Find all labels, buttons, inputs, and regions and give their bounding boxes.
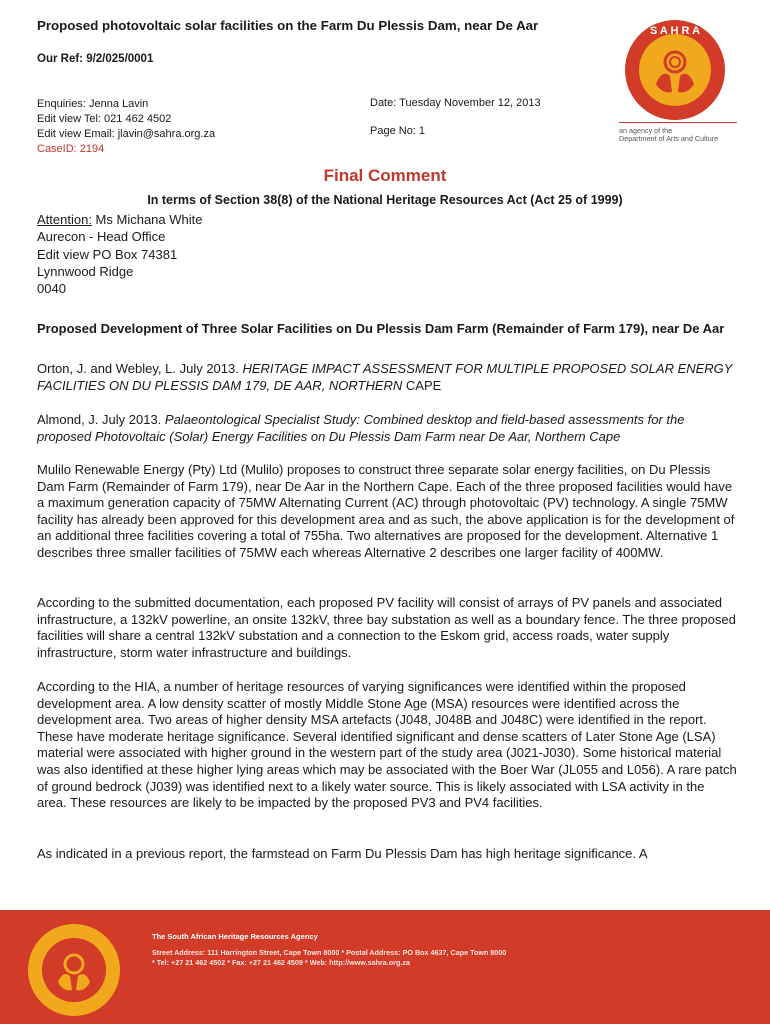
logo-ring-text: S A H R A (649, 25, 701, 37)
paragraph-project-description: Mulilo Renewable Energy (Pty) Ltd (Mulilo) proposes to construct three separate solar energy facilities, on Du Plessis Dam Farm (Remainder of Farm 179), near De Aar in the Northern Cape. Each of the three proposed facilities would have a maximum generation capacity of 75MW Alternating Current (AC) through photovoltaic (PV) technology. A single 75MW facility has already been approved for this development area and as such, the above application is for the development of an additional three facilities covering a total of 755ha. Two alternatives are proposed for the development. Alternative 1 describes three smaller facilities of 75MW each whereas Alternative 2 describes one larger facility of 400MW. (37, 462, 735, 560)
enquiries-block (37, 97, 215, 157)
paragraph-heritage-resources: According to the HIA, a number of heritage resources of varying significances were identified within the proposed development area. A low density scatter of mostly Middle Stone Age (MSA) resources were identified across the development area. Two areas of higher density MSA artefacts (J048, J048B and J048C) were identified in the report. These have moderate heritage significance. Several identified significant and dense scatters of Later Stone Age (LSA) material were associated with higher ground in the western part of the study area (J021-J030). Some historical material was also identified at these higher lying areas which may be associated with the Boer War (JL055 and L056). A rare patch of ground bedrock (J039) was identified next to a likely water source. This is likely associated with LSA activity in the area. These resources are likely to be impacted by the proposed PV3 and PV4 facilities. (37, 679, 737, 811)
recipient-address (37, 211, 202, 297)
document-title: Proposed photovoltaic solar facilities on the Farm Du Plessis Dam, near De Aar (37, 18, 539, 33)
recipient-code: 0040 (37, 281, 66, 297)
recipient-company: Aurecon - Head Office (37, 229, 166, 245)
reference-2 (37, 412, 737, 445)
footer-address: Street Address: 111 Harrington Street, Cape Town 8000 * Postal Address: PO Box 4637, Cape Town 8000 (152, 948, 507, 957)
footer-contact: * Tel: +27 21 462 4502 * Fax: +27 21 462 4509 * Web: http://www.sahra.org.za (152, 958, 410, 967)
document-date: Date: Tuesday November 12, 2013 (370, 97, 541, 109)
logo-divider (619, 122, 737, 123)
reference-1 (37, 361, 737, 394)
case-id: CaseID: 2194 (37, 143, 105, 155)
reference-1-title: HERITAGE IMPACT ASSESSMENT FOR MULTIPLE PROPOSED SOLAR ENERGY FACILITIES ON DU PLESSIS DAM 179, DE AAR, NORTHERN (37, 361, 733, 393)
our-reference: Our Ref: 9/2/025/0001 (37, 53, 154, 65)
reference-1-authors: Orton, J. and Webley, L. July 2013. (37, 361, 243, 376)
attention-label: Attention: (37, 212, 92, 227)
reference-2-authors: Almond, J. July 2013. (37, 412, 165, 427)
footer-agency-name: The South African Heritage Resources Agency (152, 932, 318, 941)
enquiries-email: Edit view Email: jlavin@sahra.org.za (37, 128, 216, 140)
attention-name: Ms Michana White (91, 212, 203, 227)
footer-sahra-logo (16, 918, 132, 1018)
paragraph-infrastructure: According to the submitted documentation, each proposed PV facility will consist of arrays of PV panels and associated infrastructure, a 132kV powerline, an onsite 132kV, three bay substation as well as a boundary fence. The three proposed facilities will share a central 132kV substation and a connection to the Eskom grid, access roads, water supply infrastructure, storm water infrastructure and buildings. (37, 595, 736, 660)
section-heading: In terms of Section 38(8) of the National Heritage Resources Act (Act 25 of 1999) (147, 193, 623, 207)
reference-2-title: Palaeontological Specialist Study: Combined desktop and field-based assessments for the proposed Photovoltaic (Solar) Energy Facilities on Du Plessis Dam Farm near De Aar, Northern Cape (37, 412, 685, 444)
project-title: Proposed Development of Three Solar Facilities on Du Plessis Dam Farm (Remainder of Farm 179), near De Aar (37, 321, 725, 336)
enquiries-contact: Enquiries: Jenna Lavin (37, 98, 149, 110)
page-number: Page No: 1 (370, 125, 426, 137)
enquiries-tel: Edit view Tel: 021 462 4502 (37, 113, 172, 125)
recipient-area: Lynnwood Ridge (37, 263, 134, 279)
reference-1-tail: CAPE (402, 377, 442, 393)
final-comment-heading: Final Comment (323, 166, 447, 185)
agency-line-2: Department of Arts and Culture (619, 134, 719, 143)
agency-line-1: an agency of the (619, 126, 673, 135)
paragraph-farmstead: As indicated in a previous report, the farmstead on Farm Du Plessis Dam has high heritage significance. A (37, 846, 648, 861)
recipient-box: Edit view PO Box 74381 (37, 246, 178, 262)
